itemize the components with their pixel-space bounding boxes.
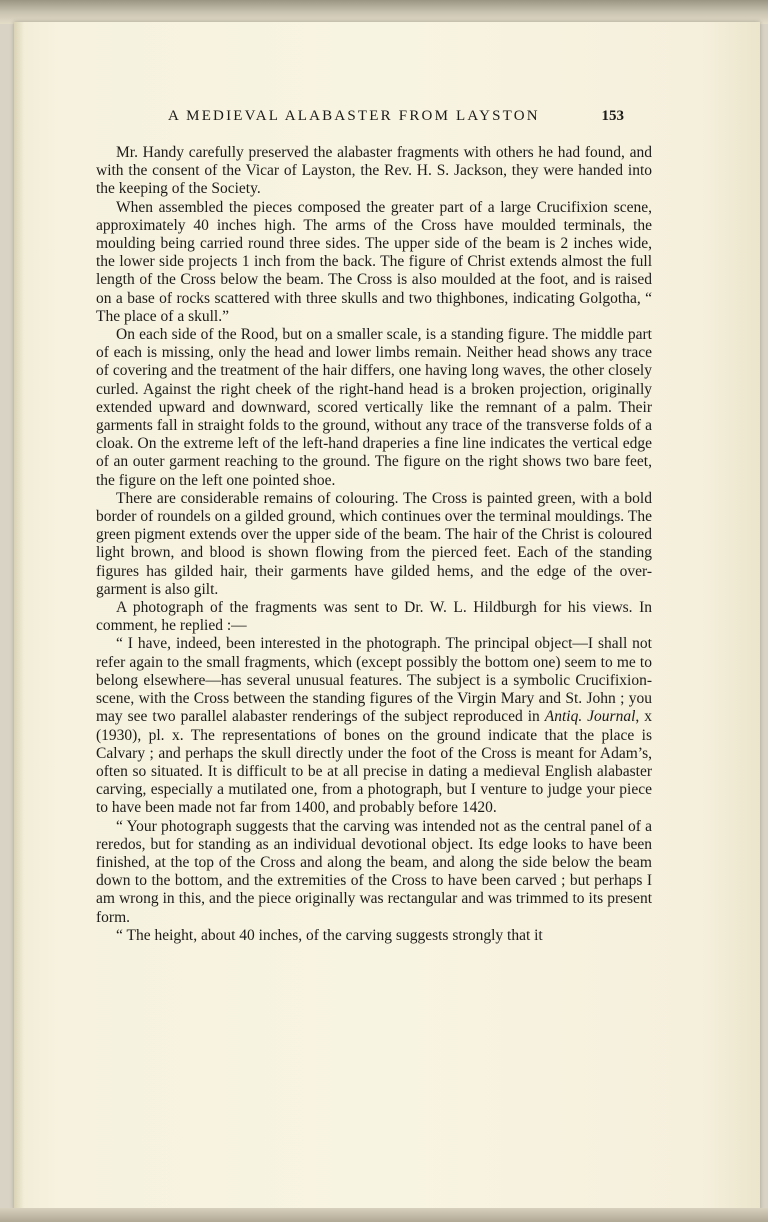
running-title: A MEDIEVAL ALABASTER FROM LAYSTON (168, 108, 540, 124)
quote-paragraph (96, 635, 652, 817)
paragraph: Mr. Handy carefully preserved the alabaster fragments with others he had found, and with the consent of the Vicar of Layston, the Rev. H. S. Jackson, they were handed into the keeping of the Society. (96, 144, 652, 198)
paragraph: When assembled the pieces composed the greater part of a large Crucifixion scene, approximately 40 inches high. The arms of the Cross have moulded terminals, the moulding being carried round three sides. The upper side of the beam is 2 inches wide, the lower side projects 1 inch from the back. The figure of Christ extends almost the full length of the Cross below the beam. The Cross is also moulded at the foot, and is raised on a base of rocks scattered with three skulls and two thighbones, indicating Golgotha, “ The place of a skull.” (96, 198, 652, 325)
quote-paragraph: “ Your photograph suggests that the carving was intended not as the central panel of a reredos, but for standing as an individual devotional object. Its edge looks to have been finished, at the top of the Cross and along the beam, and along the side below the beam down to the bottom, and the extremities of the Cross to have been carved ; but perhaps I am wrong in this, and the piece originally was rectangular and was trimmed to its present form. (96, 817, 652, 926)
running-head (168, 108, 648, 130)
scan-top-edge (0, 0, 768, 24)
paragraph: On each side of the Rood, but on a smaller scale, is a standing figure. The middle part of each is missing, only the head and lower limbs remain. Neither head shows any trace of covering and the treatment of the hair differs, one having long waves, the other closely curled. Against the right cheek of the right-hand head is a broken projection, originally extended upward and downward, scored vertically like the remnant of a palm. Their garments fall in straight folds to the ground, without any trace of the transverse folds of a cloak. On the extreme left of the left-hand draperies a fine line indicates the vertical edge of an outer garment reaching to the ground. The figure on the right shows two bare feet, the figure on the left one pointed shoe. (96, 326, 652, 489)
paragraph: A photograph of the fragments was sent to Dr. W. L. Hildburgh for his views. In comment, he replied :— (96, 599, 652, 635)
page-number: 153 (601, 108, 624, 124)
quote-text-part2: , x (1930), pl. x. The representations of bones on the ground indicate that the place is Calvary ; and perhaps the skull directly under the foot of the Cross is meant for Adam’s, often so situated. It is difficult to be at all precise in dating a medieval English alabaster carving, especially a mutilated one, from a photograph, but I venture to judge your piece to have been made not far from 1400, and probably before 1420. (96, 708, 652, 817)
paragraph: There are considerable remains of colouring. The Cross is painted green, with a bold border of roundels on a gilded ground, which continues over the terminal mouldings. The green pigment extends over the upper side of the beam. The hair of the Christ is coloured light brown, and blood is shown flowing from the pierced feet. Each of the standing figures has gilded hair, their garments have gilded hems, and the edge of the over-garment is also gilt. (96, 489, 652, 598)
quote-paragraph: “ The height, about 40 inches, of the carving suggests strongly that it (116, 926, 543, 944)
body-text (96, 144, 652, 945)
quote-text-part1: “ I have, indeed, been interested in the photograph. The principal object—I shall not refer again to the small fragments, which (except possibly the bottom one) seem to me to belong elsewhere—has several unusual features. The subject is a symbolic Crucifixion-scene, with the Cross between the standing figures of the Virgin Mary and St. John ; you may see two parallel alabaster renderings of the subject reproduced in (96, 635, 652, 726)
journal-title: Antiq. Journal (544, 708, 636, 726)
scan-bottom-edge (0, 1208, 768, 1222)
